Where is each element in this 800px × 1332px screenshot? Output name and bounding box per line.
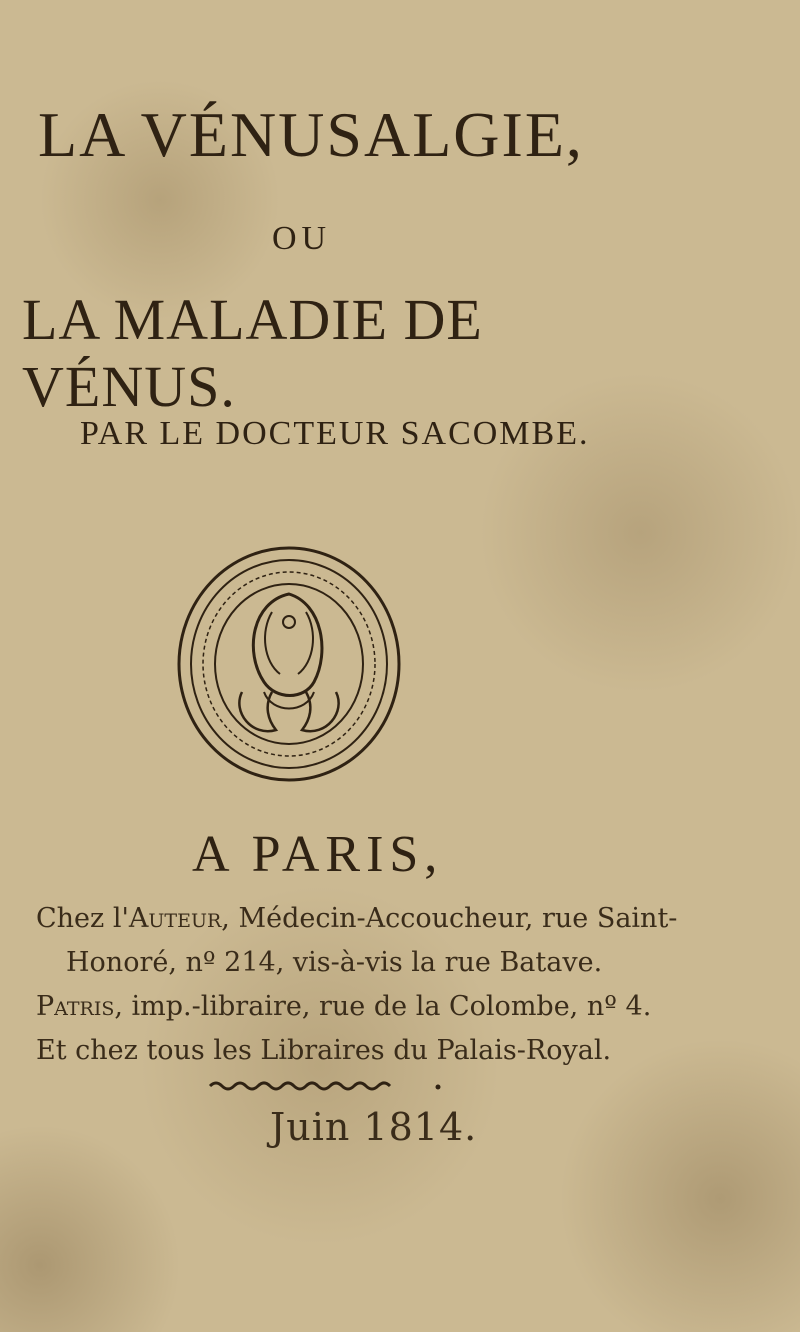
imprint-line-1-rest: , Médecin-Accoucheur, rue Saint- bbox=[221, 903, 678, 934]
imprint-printer-name: Patris bbox=[36, 991, 115, 1022]
book-subtitle: LA MALADIE DE VÉNUS. bbox=[22, 287, 483, 419]
book-title: LA VÉNUSALGIE, bbox=[38, 99, 584, 170]
imprint-line-3 bbox=[36, 985, 696, 1029]
imprint-line-1 bbox=[36, 897, 696, 941]
imprint-line-2: Honoré, nº 214, vis-à-vis la rue Batave. bbox=[66, 947, 603, 978]
imprint-block bbox=[36, 897, 696, 1073]
ornamental-oval-vignette-icon bbox=[172, 542, 406, 786]
title-conjunction: OU bbox=[272, 220, 332, 257]
imprint-line-1-prefix: Chez l' bbox=[36, 903, 129, 934]
decorative-rule-icon bbox=[206, 1078, 466, 1094]
imprint-line-4: Et chez tous les Libraires du Palais-Royal. bbox=[36, 1035, 612, 1066]
publication-date: Juin 1814. bbox=[270, 1105, 478, 1149]
imprint-line-3-rest: , imp.-libraire, rue de la Colombe, nº 4. bbox=[114, 991, 652, 1022]
author-line: PAR LE DOCTEUR SACOMBE. bbox=[80, 415, 590, 452]
imprint-place: A PARIS, bbox=[192, 826, 444, 883]
imprint-author-name: Auteur bbox=[128, 903, 222, 934]
